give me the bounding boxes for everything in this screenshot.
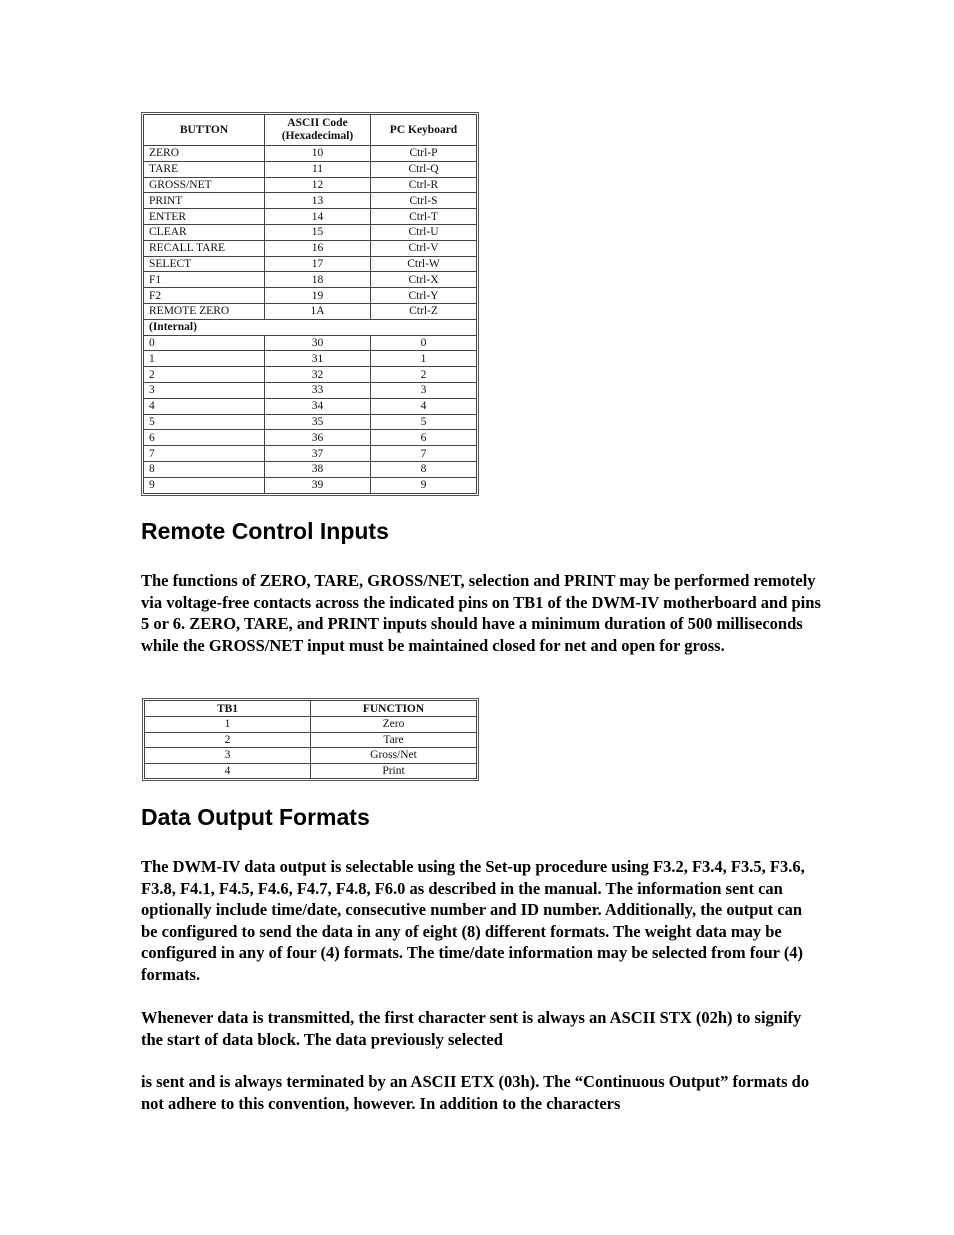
ascii-code-cell: 12 [265,177,371,193]
ascii-code-cell: 13 [265,193,371,209]
ascii-code-cell: 18 [265,272,371,288]
table-row [144,351,477,367]
ascii-code-cell: 16 [265,240,371,256]
button-table-body [144,146,477,494]
table-row [144,382,477,398]
table-header-row [144,115,477,146]
column-header-tb1: TB1 [145,701,311,717]
pc-keyboard-cell: Ctrl-Q [371,161,477,177]
column-header-button: BUTTON [144,115,265,146]
ascii-code-cell: 35 [265,414,371,430]
ascii-code-cell: 15 [265,224,371,240]
ascii-code-cell: 1A [265,303,371,319]
ascii-code-cell: 30 [265,335,371,351]
pc-keyboard-cell: Ctrl-R [371,177,477,193]
section-heading-data-output-formats: Data Output Formats [141,804,370,830]
table-row [144,272,477,288]
data-output-paragraph-1: The DWM-IV data output is selectable using the Set-up procedure using F3.2, F3.4, F3.5, F3.6, F3.8, F4.1, F4.5, F4.6, F4.7, F4.8, F6.0 as described in the manual. The information sent can optionally include time/date, consecutive number and ID number. Additionally, the output can be configured to send the data in any of eight (8) different formats. The weight data may be configured in any of four (4) formats. The time/date information may be selected from four (4) formats. [141,857,805,984]
button-name-cell: 8 [144,461,265,477]
pc-keyboard-cell: 4 [371,398,477,414]
pc-keyboard-cell: 0 [371,335,477,351]
column-header-function: FUNCTION [311,701,477,717]
column-header-pc-keyboard: PC Keyboard [371,115,477,146]
ascii-code-cell: 17 [265,256,371,272]
button-name-cell: F1 [144,272,265,288]
button-name-cell: 1 [144,351,265,367]
table-row [144,224,477,240]
column-header-ascii-code: ASCII Code (Hexadecimal) [265,115,371,146]
table-row [144,177,477,193]
pc-keyboard-cell: 8 [371,461,477,477]
pc-keyboard-cell: Ctrl-P [371,146,477,162]
table-row [144,335,477,351]
table-row [144,430,477,446]
tb1-pin-cell: 2 [145,732,311,748]
pc-keyboard-cell: Ctrl-X [371,272,477,288]
button-name-cell: 9 [144,477,265,493]
ascii-code-cell: 14 [265,209,371,225]
table-row [144,209,477,225]
internal-label: (Internal) [144,319,477,335]
table-row [144,256,477,272]
function-cell: Tare [311,732,477,748]
pc-keyboard-cell: Ctrl-V [371,240,477,256]
button-name-cell: 0 [144,335,265,351]
pc-keyboard-cell: Ctrl-U [371,224,477,240]
table-row [144,161,477,177]
pc-keyboard-cell: 9 [371,477,477,493]
table-row [144,446,477,462]
tb1-function-table [144,700,477,779]
button-name-cell: SELECT [144,256,265,272]
button-name-cell: RECALL TARE [144,240,265,256]
table-row [144,193,477,209]
tb1-pin-cell: 4 [145,763,311,779]
pc-keyboard-cell: 5 [371,414,477,430]
table-row [145,717,477,733]
pc-keyboard-cell: Ctrl-W [371,256,477,272]
ascii-code-cell: 34 [265,398,371,414]
pc-keyboard-cell: Ctrl-Z [371,303,477,319]
ascii-code-cell: 19 [265,288,371,304]
pc-keyboard-cell: Ctrl-S [371,193,477,209]
table-row [144,398,477,414]
function-cell: Gross/Net [311,748,477,764]
function-cell: Zero [311,717,477,733]
table-row [144,414,477,430]
button-name-cell: ENTER [144,209,265,225]
ascii-code-cell: 39 [265,477,371,493]
table-row [145,748,477,764]
table-row [145,763,477,779]
section-heading-remote-control-inputs: Remote Control Inputs [141,518,389,544]
button-name-cell: F2 [144,288,265,304]
ascii-code-cell: 11 [265,161,371,177]
ascii-code-cell: 31 [265,351,371,367]
button-name-cell: 6 [144,430,265,446]
ascii-code-cell: 33 [265,382,371,398]
button-name-cell: CLEAR [144,224,265,240]
ascii-code-cell: 36 [265,430,371,446]
table-row [144,288,477,304]
button-name-cell: TARE [144,161,265,177]
button-name-cell: 3 [144,382,265,398]
data-output-paragraph-2: Whenever data is transmitted, the first character sent is always an ASCII STX (02h) to signify the start of data block. The data previously selected [141,1008,802,1049]
pc-keyboard-cell: Ctrl-T [371,209,477,225]
pc-keyboard-cell: 6 [371,430,477,446]
button-name-cell: PRINT [144,193,265,209]
ascii-code-cell: 37 [265,446,371,462]
button-name-cell: 4 [144,398,265,414]
button-name-cell: 7 [144,446,265,462]
table-row [144,146,477,162]
button-name-cell: GROSS/NET [144,177,265,193]
button-name-cell: ZERO [144,146,265,162]
table-row [145,732,477,748]
pc-keyboard-cell: 1 [371,351,477,367]
button-name-cell: 2 [144,367,265,383]
pc-keyboard-cell: 2 [371,367,477,383]
table-row [144,240,477,256]
table-row [144,461,477,477]
tb1-pin-cell: 1 [145,717,311,733]
function-cell: Print [311,763,477,779]
ascii-code-cell: 10 [265,146,371,162]
button-name-cell: REMOTE ZERO [144,303,265,319]
pc-keyboard-cell: 3 [371,382,477,398]
pc-keyboard-cell: 7 [371,446,477,462]
ascii-code-cell: 32 [265,367,371,383]
table-header-row [145,701,477,717]
data-output-paragraph-3: is sent and is always terminated by an ASCII ETX (03h). The “Continuous Output” formats do not adhere to this convention, however. In addition to the characters [141,1072,810,1113]
button-name-cell: 5 [144,414,265,430]
internal-section-row [144,319,477,335]
pc-keyboard-cell: Ctrl-Y [371,288,477,304]
ascii-code-cell: 38 [265,461,371,477]
button-ascii-table [143,114,477,494]
table-row [144,367,477,383]
table-row [144,303,477,319]
table-row [144,477,477,493]
tb1-table-body [145,717,477,779]
tb1-pin-cell: 3 [145,748,311,764]
remote-control-paragraph: The functions of ZERO, TARE, GROSS/NET, selection and PRINT may be performed remotely via voltage-free contacts across the indicated pins on TB1 of the DWM-IV motherboard and pins 5 or 6. ZERO, TARE, and PRINT inputs should have a minimum duration of 500 milliseconds while the GROSS/NET input must be maintained closed for net and open for gross. [141,571,821,655]
